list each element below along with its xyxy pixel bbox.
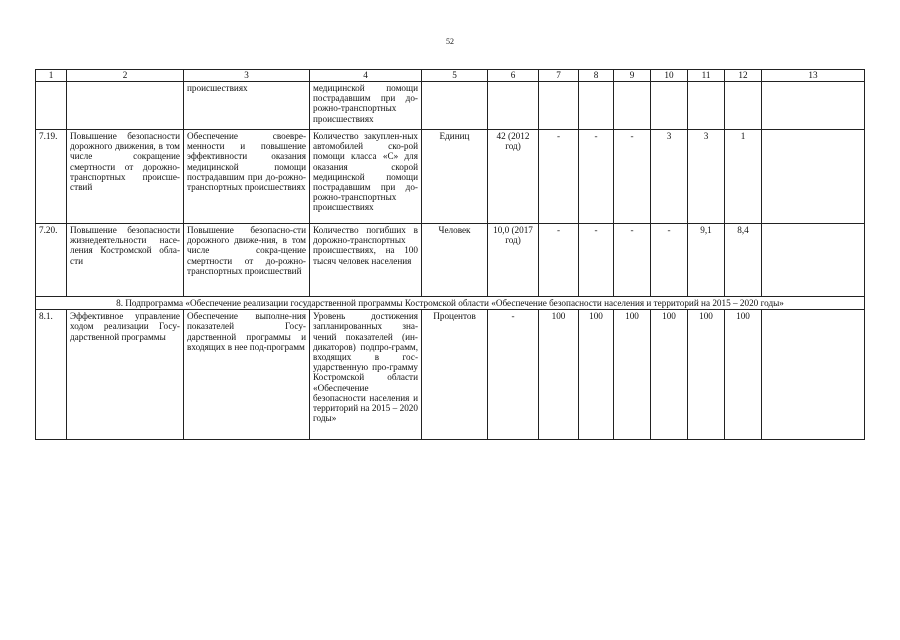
indicator-cell: Уровень достижения запланированных зна-чений показателей (ин-дикаторов) подпро-грамм, входящих в гос-ударственную про-грамму Костромской области «Обеспечение безопасности населения и территорий на 2015 – 2020 годы» [310, 310, 422, 440]
base-value-cell: 42 (2012 год) [488, 130, 539, 224]
value-cell: - [579, 130, 614, 224]
value-cell: - [614, 130, 651, 224]
value-cell: 100 [688, 310, 725, 440]
activity-name: Повышение безопасности жизнедеятельности насе-ления Костромской обла-сти [67, 224, 184, 297]
table-row [36, 310, 865, 440]
table-cell [688, 82, 725, 130]
continuation-row [36, 82, 865, 130]
value-cell: 9,1 [688, 224, 725, 297]
column-number: 9 [614, 70, 651, 82]
goal-cell: Обеспечение выполне-ния показателей Госу-дарственной программы и входящих в нее под-программ [184, 310, 310, 440]
column-number: 13 [762, 70, 865, 82]
indicator-cell: Количество погибших в дорожно-транспортных происшествиях, на 100 тысяч человек населения [310, 224, 422, 297]
column-number: 1 [36, 70, 67, 82]
goal-cell: происшествиях [184, 82, 310, 130]
unit-cell: Процентов [422, 310, 488, 440]
base-value-cell: 10,0 (2017 год) [488, 224, 539, 297]
value-cell: 100 [651, 310, 688, 440]
value-cell: 1 [725, 130, 762, 224]
section-header-row [36, 297, 865, 310]
table-cell [614, 82, 651, 130]
section-title: 8. Подпрограмма «Обеспечение реализации государственной программы Костромской области «Обеспечение безопасности населения и территорий на 2015 – 2020 годы» [36, 297, 865, 310]
value-cell: - [614, 224, 651, 297]
goal-cell: Обеспечение своевре-менности и повышение эффективности оказания медицинской помощи пострадавшим при до-рожно-транспортных происшествиях [184, 130, 310, 224]
column-number: 6 [488, 70, 539, 82]
value-cell: - [539, 224, 579, 297]
table-cell [579, 82, 614, 130]
row-number: 8.1. [36, 310, 67, 440]
base-value-cell: - [488, 310, 539, 440]
value-cell: 100 [539, 310, 579, 440]
value-cell: 3 [688, 130, 725, 224]
unit-cell: Единиц [422, 130, 488, 224]
value-cell [762, 224, 865, 297]
column-number: 12 [725, 70, 762, 82]
table-cell [422, 82, 488, 130]
column-number-row [36, 70, 865, 82]
value-cell [762, 130, 865, 224]
column-number: 4 [310, 70, 422, 82]
value-cell: 8,4 [725, 224, 762, 297]
indicators-table [35, 69, 865, 440]
value-cell [762, 310, 865, 440]
value-cell: 100 [725, 310, 762, 440]
table-cell [67, 82, 184, 130]
indicator-cell: Количество закуплен-ных автомобилей ско-рой помощи класса «С» для оказания скорой медицинской помощи пострадавшим при до-рожно-транспортных происшествиях [310, 130, 422, 224]
column-number: 5 [422, 70, 488, 82]
table-cell [36, 82, 67, 130]
column-number: 7 [539, 70, 579, 82]
table-cell [488, 82, 539, 130]
unit-cell: Человек [422, 224, 488, 297]
column-number: 8 [579, 70, 614, 82]
value-cell: 3 [651, 130, 688, 224]
column-number: 10 [651, 70, 688, 82]
column-number: 3 [184, 70, 310, 82]
row-number: 7.19. [36, 130, 67, 224]
value-cell: - [579, 224, 614, 297]
value-cell: 100 [614, 310, 651, 440]
table-cell [651, 82, 688, 130]
indicator-cell: медицинской помощи пострадавшим при до-рожно-транспортных происшествиях [310, 82, 422, 130]
goal-cell: Повышение безопасно-сти дорожного движе-ния, в том числе сокра-щение смертности от до-рожно-транспортных происшествий [184, 224, 310, 297]
value-cell: 100 [579, 310, 614, 440]
table-cell [762, 82, 865, 130]
table-row [36, 224, 865, 297]
page-number: 52 [446, 37, 454, 46]
row-number: 7.20. [36, 224, 67, 297]
value-cell: - [539, 130, 579, 224]
table-cell [725, 82, 762, 130]
table-cell [539, 82, 579, 130]
activity-name: Повышение безопасности дорожного движения, в том числе сокращение смертности от дорожно-транспортных происше-ствий [67, 130, 184, 224]
column-number: 2 [67, 70, 184, 82]
column-number: 11 [688, 70, 725, 82]
activity-name: Эффективное управление ходом реализации Госу-дарственной программы [67, 310, 184, 440]
table-row [36, 130, 865, 224]
value-cell: - [651, 224, 688, 297]
